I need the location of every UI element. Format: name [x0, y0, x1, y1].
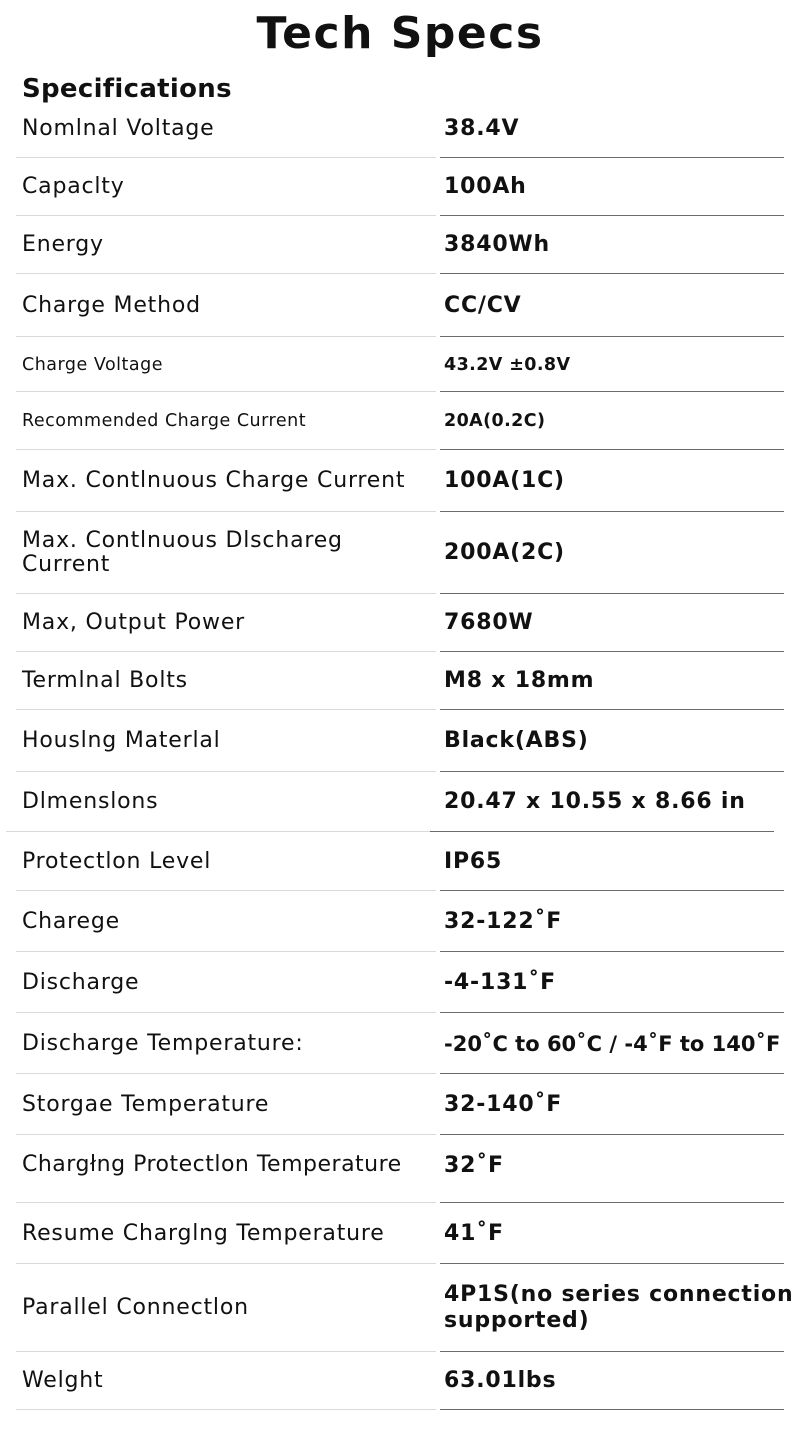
spec-row-housing-material	[0, 710, 800, 772]
spec-value: 7680W	[444, 610, 534, 635]
spec-row-max-output-power	[0, 594, 800, 652]
spec-value: 20A(0.2C)	[444, 411, 546, 431]
spec-value: 43.2V ±0.8V	[444, 354, 571, 375]
spec-row-charge-voltage	[0, 337, 800, 392]
spec-label: Recommended Charge Current	[22, 411, 307, 431]
spec-value: 32˚F	[444, 1153, 504, 1178]
spec-value: 200A(2C)	[444, 540, 565, 565]
page-title: Tech Specs	[256, 8, 544, 59]
spec-value: 32-140˚F	[444, 1091, 563, 1117]
spec-row-weight	[0, 1352, 800, 1410]
spec-row-nominal-voltage	[0, 100, 800, 158]
spec-value: CC/CV	[444, 292, 522, 318]
spec-value: 3840Wh	[444, 232, 550, 257]
spec-row-energy	[0, 216, 800, 274]
spec-row-discharge-temperature	[0, 1013, 800, 1074]
spec-label: Chargłng Protectlon Temperature	[22, 1152, 402, 1177]
spec-label: Energy	[22, 232, 104, 257]
spec-value: IP65	[444, 848, 503, 874]
spec-label: Protectlon Level	[22, 848, 212, 874]
spec-value: 41˚F	[444, 1220, 504, 1246]
spec-value: 38.4V	[444, 116, 520, 141]
spec-value: 63.01lbs	[444, 1368, 557, 1393]
spec-value: M8 x 18mm	[444, 668, 595, 693]
spec-label: Dlmenslons	[22, 789, 159, 814]
spec-value: Black(ABS)	[444, 728, 589, 753]
spec-label: Max. Contlnuous Charge Current	[22, 468, 406, 493]
spec-row-charge-temp	[0, 891, 800, 952]
spec-row-dimensions	[0, 772, 800, 832]
spec-label: Storgae Temperature	[22, 1091, 270, 1117]
spec-label: Nomlnal Voltage	[22, 116, 215, 141]
spec-label: Max, Output Power	[22, 610, 245, 635]
spec-value: -20˚C to 60˚C / -4˚F to 140˚F	[444, 1031, 781, 1056]
spec-value: 4P1S(no series connection supported)	[444, 1282, 794, 1333]
row-divider	[440, 1409, 784, 1410]
spec-label: Charge Voltage	[22, 354, 164, 375]
spec-row-discharge-temp	[0, 952, 800, 1013]
spec-label: Charge Method	[22, 292, 201, 318]
spec-label: Max. Contlnuous Dlschareg Current	[22, 528, 343, 577]
spec-value: 32-122˚F	[444, 908, 563, 934]
spec-row-protection-level	[0, 832, 800, 891]
spec-label: Resume Charglng Temperature	[22, 1220, 385, 1246]
spec-value: 20.47 x 10.55 x 8.66 in	[444, 789, 746, 814]
spec-row-resume-charging-temperature	[0, 1203, 800, 1264]
spec-row-parallel-connection	[0, 1264, 800, 1352]
spec-row-max-continuous-charge-current	[0, 450, 800, 512]
spec-label: Capaclty	[22, 174, 125, 199]
spec-value: 100A(1C)	[444, 468, 565, 493]
spec-row-terminal-bolts	[0, 652, 800, 710]
spec-label: Discharge	[22, 969, 140, 995]
spec-row-recommended-charge-current	[0, 392, 800, 450]
spec-label: Discharge Temperature:	[22, 1030, 304, 1056]
spec-row-storage-temperature	[0, 1074, 800, 1135]
spec-value: -4-131˚F	[444, 969, 556, 995]
section-title: Specifications	[22, 74, 232, 104]
row-divider	[16, 1409, 436, 1410]
spec-row-max-continuous-discharge-current	[0, 512, 800, 594]
spec-label: Parallel Connectlon	[22, 1295, 249, 1320]
spec-row-capacity	[0, 158, 800, 216]
spec-label: Termlnal Bolts	[22, 668, 188, 693]
spec-label: Charege	[22, 908, 120, 934]
spec-value: 100Ah	[444, 174, 527, 199]
spec-row-charge-method	[0, 274, 800, 337]
spec-row-charging-protection-temperature	[0, 1135, 800, 1203]
spec-label: Welght	[22, 1368, 104, 1393]
spec-label: Houslng Materlal	[22, 728, 221, 753]
